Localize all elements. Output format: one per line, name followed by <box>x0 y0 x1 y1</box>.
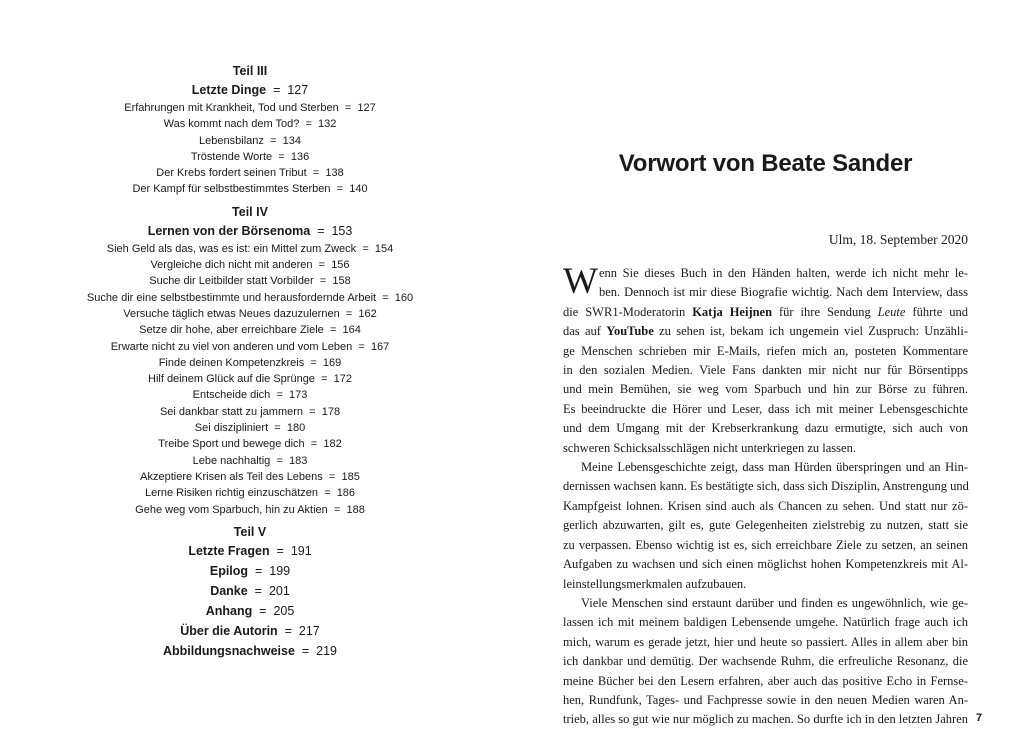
part-title: Teil III <box>232 64 268 78</box>
text-line: und mein Bemühen, sie weg vom Sparbuch und hin zur Börse zu führen. <box>563 382 968 397</box>
toc-label: Epilog <box>209 563 249 578</box>
toc-page: 201 <box>268 583 290 598</box>
toc-separator: = <box>324 487 331 500</box>
toc-label: Suche dir Leitbilder statt Vorbilder <box>149 275 314 288</box>
toc-separator: = <box>273 83 281 97</box>
toc-entry <box>60 420 440 436</box>
text-line: ge Menschen schrieben mir E-Mails, riefen mich an, posteten Kommentare <box>563 343 968 358</box>
toc-separator: = <box>284 623 292 638</box>
toc-separator: = <box>345 307 353 320</box>
toc-separator: = <box>319 275 327 288</box>
toc-separator: = <box>254 583 262 598</box>
toc-chapter-heading <box>60 581 440 601</box>
toc-page: 183 <box>289 454 308 467</box>
toc-label: Letzte Dinge <box>191 83 267 97</box>
toc-chapter-heading <box>60 80 440 100</box>
toc-page: 169 <box>322 356 342 369</box>
toc-entry <box>60 339 440 355</box>
toc-separator: = <box>382 291 389 304</box>
toc-entry <box>60 387 440 403</box>
toc-separator: = <box>276 454 283 467</box>
toc-page: 154 <box>374 242 394 255</box>
text-line: Meine Lebensgeschichte zeigt, dass man Hürden überspringen und an Hin- <box>581 460 968 475</box>
toc-chapter-heading <box>60 541 440 561</box>
toc-entry <box>60 116 440 132</box>
toc-separator: = <box>362 242 369 255</box>
toc-separator: = <box>270 134 277 147</box>
toc-separator: = <box>276 389 283 402</box>
text-line: ben. Dennoch ist mir diese Biografie wichtig. Nach dem Interview, dass <box>598 285 968 300</box>
page-number: 7 <box>976 712 983 724</box>
toc-page: 134 <box>282 134 301 147</box>
table-of-contents <box>60 62 440 661</box>
toc-label: Vergleiche dich nicht mit anderen <box>150 259 313 272</box>
toc-chapter-heading <box>60 561 440 581</box>
text-run: für ihre Sendung <box>772 304 878 319</box>
toc-entry <box>60 100 440 116</box>
toc-page: 182 <box>323 438 342 451</box>
text-run: führte und <box>905 304 968 319</box>
paragraph-2 <box>563 458 968 594</box>
chapter-title: Vorwort von Beate Sander <box>618 150 913 177</box>
toc-page: 158 <box>332 275 351 288</box>
toc-label: Der Krebs fordert seinen Tribut <box>156 167 307 180</box>
toc-label: Der Kampf für selbstbestimmtes Sterben <box>132 183 331 196</box>
toc-label: Lerne Risiken richtig einzuschätzen <box>144 487 318 500</box>
bold-name: Katja Heijnen <box>692 304 773 319</box>
toc-label: Setze dir hohe, aber erreichbare Ziele <box>139 324 324 337</box>
text-line: dernissen wachsen kann. Es bestätigte sich, dass sich Disziplin, Anstrengung und <box>563 479 969 494</box>
toc-label: Abbildungsnachweise <box>162 643 295 658</box>
toc-separator: = <box>321 373 328 386</box>
toc-entry <box>60 322 440 338</box>
toc-separator: = <box>305 118 312 131</box>
bold-name: YouTube <box>606 324 654 339</box>
toc-page: 153 <box>331 223 353 238</box>
toc-label: Sei diszipliniert <box>194 422 269 435</box>
toc-separator: = <box>309 405 316 418</box>
toc-separator: = <box>328 470 336 483</box>
toc-page: 186 <box>336 487 356 500</box>
part-title: Teil V <box>233 524 267 539</box>
toc-separator: = <box>310 356 317 369</box>
text-line <box>563 322 968 341</box>
toc-entry <box>60 485 440 501</box>
toc-entry <box>60 306 440 322</box>
right-page <box>563 0 968 756</box>
toc-chapter-heading <box>60 601 440 621</box>
text-line: trieb, alles so gut wie nur möglich zu machen. So durfte ich in den letzten Jahren <box>563 712 968 727</box>
dateline: Ulm, 18. September 2020 <box>828 232 968 247</box>
toc-label: Was kommt nach dem Tod? <box>163 118 300 131</box>
toc-separator: = <box>333 503 341 516</box>
toc-separator: = <box>358 340 365 353</box>
toc-separator: = <box>278 150 285 163</box>
toc-label: Lebensbilanz <box>199 134 264 147</box>
text-line: in den sozialen Medien. Viele Fans dankten mir nicht nur für Börsentipps <box>563 363 968 378</box>
toc-page: 127 <box>357 102 376 114</box>
toc-page: 136 <box>290 150 310 163</box>
toc-page: 217 <box>298 623 320 638</box>
toc-entry <box>60 165 440 181</box>
toc-entry <box>60 181 440 197</box>
toc-page: 164 <box>342 324 361 337</box>
toc-label: Sieh Geld als das, was es ist: ein Mittel zum Zweck <box>106 242 357 255</box>
toc-page: 140 <box>349 183 368 196</box>
text-line: Kampfgeist lohnen. Krisen sind auch als Chancen zu sehen. Und statt nur zö- <box>563 498 968 513</box>
toc-page: 162 <box>358 307 377 320</box>
toc-label: Hilf deinem Glück auf die Sprünge <box>148 373 315 386</box>
toc-chapter-heading <box>60 641 440 661</box>
text-run: zu sehen ist, bekam ich ungemein viel Zuspruch: Unzähli- <box>653 324 968 339</box>
toc-entry <box>60 355 440 371</box>
toc-label: Gehe weg vom Sparbuch, hin zu Aktien <box>135 503 328 516</box>
text-line: leinstellungsmerkmalen aufzubauen. <box>563 576 747 591</box>
toc-page: 191 <box>290 543 312 558</box>
paragraph-1 <box>563 261 968 458</box>
toc-entry <box>60 469 440 485</box>
toc-part-3 <box>60 62 440 198</box>
toc-part-5 <box>60 523 440 661</box>
toc-entry <box>60 436 440 452</box>
text-line: und dem Umgang mit der Krebserkrankung dazu ermutigte, sich auch von <box>563 421 968 436</box>
toc-chapter-heading <box>60 221 440 241</box>
toc-label: Über die Autorin <box>180 623 278 638</box>
text-line: meine Bücher bei den Lesern erfahren, aber auch das positive Echo in Fernse- <box>563 673 968 688</box>
toc-separator: = <box>312 167 320 180</box>
text-line: hen, Rundfunk, Tages- und Fachpresse sowie in den neuen Medien waren An- <box>563 692 968 707</box>
toc-page: 156 <box>331 259 350 272</box>
toc-separator: = <box>329 324 337 337</box>
text-line: mich, warum es gerade jetzt, hier und heute so passiert. Alles in allem aber bin <box>563 634 968 649</box>
toc-chapter-heading <box>60 621 440 641</box>
toc-entry <box>60 290 440 306</box>
text-run: das auf <box>563 324 607 339</box>
text-line: Es beeindruckte die Hörer und Leser, dass ich mit meiner Lebensgeschichte <box>563 401 968 416</box>
toc-separator: = <box>255 563 263 578</box>
toc-label: Lebe nachhaltig <box>192 454 271 467</box>
italic-title: Leute <box>877 304 906 319</box>
toc-separator: = <box>259 603 267 618</box>
toc-entry <box>60 133 440 149</box>
toc-label: Erfahrungen mit Krankheit, Tod und Sterben <box>124 102 339 114</box>
toc-entry <box>60 257 440 273</box>
body-text <box>563 261 969 730</box>
toc-page: 188 <box>346 503 365 516</box>
text-line: gerlich abzuwarten, gilt es, gute Gelegenheiten zielstrebig zu nutzen, statt sie <box>563 518 968 533</box>
toc-separator: = <box>301 643 310 658</box>
toc-label: Finde deinen Kompetenzkreis <box>158 356 305 369</box>
toc-page: 178 <box>321 405 341 418</box>
toc-label: Entscheide dich <box>192 389 271 402</box>
toc-label: Letzte Fragen <box>188 543 270 558</box>
toc-entry <box>60 404 440 420</box>
text-line: lassen ich mit meinem baldigen Lebensende umgehe. Natürlich frage auch ich <box>563 615 968 630</box>
toc-label: Anhang <box>205 603 253 618</box>
toc-entry <box>60 241 440 257</box>
toc-label: Akzeptiere Krisen als Teil des Lebens <box>140 470 323 483</box>
toc-separator: = <box>336 183 344 196</box>
toc-label: Tröstende Worte <box>190 150 273 163</box>
toc-entry <box>60 371 440 387</box>
text-line: Aufgaben zu wachsen und sich einen möglichst hohen Kompetenzkreis mit Al- <box>563 557 968 572</box>
toc-separator: = <box>274 422 281 435</box>
toc-page: 219 <box>316 643 338 658</box>
text-line: ich dankbar und demütig. Der wachsende Ruhm, die erfreuliche Resonanz, die <box>563 654 968 669</box>
toc-page: 167 <box>370 340 390 353</box>
toc-label: Treibe Sport und bewege dich <box>158 438 305 451</box>
toc-page: 185 <box>341 470 360 483</box>
part-title: Teil IV <box>232 204 268 219</box>
toc-separator: = <box>318 259 326 272</box>
toc-separator: = <box>317 223 325 238</box>
text-line: Viele Menschen sind erstaunt darüber und finden es ungewöhnlich, wie ge- <box>581 595 968 610</box>
text-line: schweren Schicksalsschlägen nicht unterkriegen zu lassen. <box>563 440 856 455</box>
toc-page: 205 <box>273 603 295 618</box>
toc-label: Lernen von der Börsenoma <box>147 223 311 238</box>
toc-label: Sei dankbar statt zu jammern <box>159 405 304 418</box>
text-line: enn Sie dieses Buch in den Händen halten, werde ich nicht mehr le- <box>598 266 968 280</box>
toc-label: Suche dir eine selbstbestimmte und herausfordernde Arbeit <box>86 291 377 304</box>
paragraph-3 <box>563 594 968 730</box>
toc-label: Danke <box>210 583 248 598</box>
toc-part-4 <box>60 203 440 518</box>
drop-cap: W <box>563 261 598 302</box>
toc-entry <box>60 273 440 289</box>
toc-page: 199 <box>269 563 291 578</box>
toc-separator: = <box>310 438 318 451</box>
toc-entry <box>60 149 440 165</box>
toc-page: 127 <box>287 83 309 97</box>
text-line: zu verpassen. Ebenso wichtig ist es, sich erreichbare Ziele zu setzen, an seinen <box>563 537 968 552</box>
toc-label: Versuche täglich etwas Neues dazuzulernen <box>123 307 340 320</box>
toc-label: Erwarte nicht zu viel von anderen und vom Leben <box>110 340 353 353</box>
text-line <box>563 303 968 322</box>
toc-separator: = <box>344 102 352 114</box>
toc-page: 172 <box>333 373 352 386</box>
toc-page: 138 <box>325 167 344 180</box>
toc-page: 173 <box>289 389 308 402</box>
toc-page: 132 <box>318 118 337 131</box>
toc-page: 160 <box>394 291 414 304</box>
toc-page: 180 <box>286 422 306 435</box>
toc-entry <box>60 453 440 469</box>
text-run: die SWR1-Moderatorin <box>563 304 693 319</box>
toc-entry <box>60 502 440 518</box>
toc-separator: = <box>276 543 284 558</box>
